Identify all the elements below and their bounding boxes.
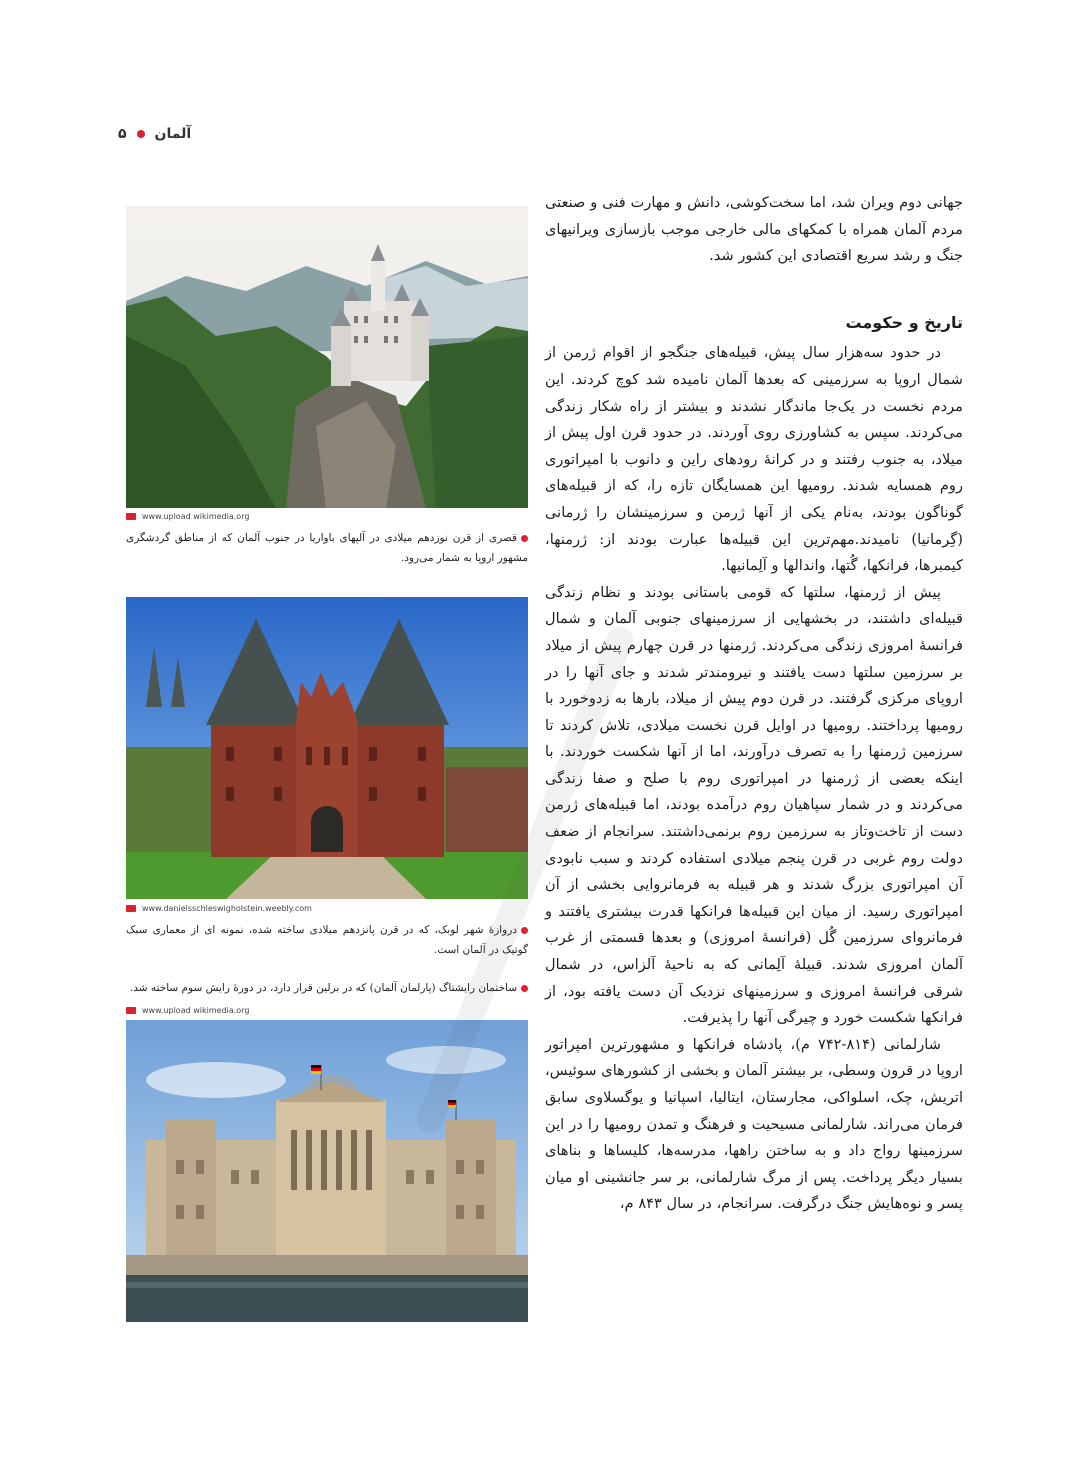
caption-bullet-icon: [521, 535, 528, 542]
paragraph-2: پیش از ژرمنها، سلتها که قومی باستانی بودند و نظام زندگی قبیله‌ای داشتند، در بخشهایی از سرزمینهای جنوبی آلمان و شمال فرانسهٔ امروزی زندگی می‌کردند. ژرمنها در قرن چهارم پیش از میلاد بر سرزمین سلتها دست یافتند و نیرومندتر شدند و جای آنها را در اروپای مرکزی گرفتند. در قرن دوم پیش از میلاد، بارها به زدوخورد با رومیها پرداختند. رومیها در اوایل قرن نخست میلادی، تلاش کردند تا سرزمین ژرمنها را به تصرف درآورند، اما از آنها شکست خوردند. با اینکه بعضی از ژرمنها در امپراتوری روم با صلح و صفا زندگی می‌کردند و در شمار سپاهیان روم درآمده بودند، اما قبیله‌های ژرمن دست از تاخت‌وتاز به سرزمین روم برنمی‌داشتند. سرانجام از ضعف دولت روم غربی در قرن پنجم میلادی استفاده کردند و سبب نابودی آن امپراتوری بزرگ شدند و هر قبیله به فرمانروایی بخشی از آن امپراتوری رسید. از میان این قبیله‌ها فرانکها قدرت بیشتری یافتند و فرمانروای سرزمین گُل (فرانسهٔ امروزی) و بعدها قسمتی از غرب آلمان امروزی شدند. قبیلهٔ آلِمانی که به ناحیهٔ آلزاس، در شمال شرقی فرانسهٔ امروزی و سرزمینهای نزدیک آن دست یافته بود، از فرانکها شکست خورد و چیرگی آنها را پذیرفت.: [545, 583, 963, 1027]
castle-photo: [126, 206, 528, 508]
camera-icon: [126, 513, 136, 520]
reichstag-photo: [126, 1020, 528, 1322]
source-url: www.danielsschleswigholstein.weebly.com: [142, 904, 312, 913]
photo-source-3: [126, 1006, 249, 1015]
photo-source-2: [126, 904, 312, 913]
photo-source-1: [126, 512, 249, 521]
photo-caption-3: [126, 978, 528, 998]
intro-paragraph: جهانی دوم ویران شد، اما سخت‌کوشی، دانش و مهارت فنی و صنعتی مردم آلمان همراه با کمکهای مالی خارجی موجب بازسازی ویرانیهای جنگ و رشد سریع اقتصادی این کشور شد.: [545, 194, 963, 265]
page-number: ۵: [118, 126, 127, 142]
main-text: [545, 190, 963, 1218]
caption-text: دروازهٔ شهر لوبک، که در قرن پانزدهم میلادی ساخته شده، نمونه ای از معماری سبک گوتیک در آلمان است.: [126, 924, 528, 956]
photo-caption-1: [126, 528, 528, 568]
chapter-title: آلمان: [154, 126, 192, 142]
page-header: [118, 126, 191, 142]
caption-text: ساختمان رایشتاگ (پارلمان آلمان) که در برلین قرار دارد، در دورهٔ رایش سوم ساخته شد.: [129, 982, 517, 994]
section-title: تاریخ و حکومت: [845, 312, 963, 332]
paragraph-1: در حدود سه‌هزار سال پیش، قبیله‌های جنگجو از اقوام ژرمن از شمال اروپا به سرزمینی که بعدها آلمان نامیده شد کوچ کردند. این مردم نخست در یک‌جا ماندگار نشدند و بیشتر از راه شکار زندگی می‌کردند. سپس به کشاورزی روی آوردند. در حدود قرن اول پیش از میلاد، به جنوب رفتند و در کرانهٔ رودهای راین و دانوب با امپراتوری روم همسایه شدند. رومیها این همسایگان تازه را، که از قبیله‌های گوناگون بودند، به‌نام یکی از آنها ژرمن و سرزمینشان را ژرمانی (گِرمانیا) نامیدند.مهم‌ترین این قبیله‌ها عبارت بودند از: ژرمنها، کیمبرها، فرانکها، گُتها، واندالها و آلِمانیها.: [545, 344, 963, 575]
paragraph-3: شارلمانی (۸۱۴-۷۴۲ م)، پادشاه فرانکها و مشهورترین امپراتور اروپا در قرون وسطی، بر بیشتر آلمان و بخشی از کشورهای سوئیس، اتریش، چک، اسلواکی، مجارستان، ایتالیا، اسپانیا و یوگسلاوی سابق فرمان می‌راند. شارلمانی مسیحیت و فرهنگ و تمدن رومیها را در این سرزمینها رواج داد و به ساختن راهها، مدرسه‌ها، کلیساها و بناهای بسیار دیگر پرداخت. پس از مرگ شارلمانی، بر سر جانشینی او میان پسر و نوه‌هایش جنگ درگرفت. سرانجام، در سال ۸۴۳ م،: [545, 1035, 963, 1213]
holstentor-photo: [126, 597, 528, 899]
source-url: www.upload wikimedia.org: [142, 1006, 250, 1015]
camera-icon: [126, 1007, 136, 1014]
source-url: www.upload wikimedia.org: [142, 512, 250, 521]
camera-icon: [126, 905, 136, 912]
caption-bullet-icon: [521, 927, 528, 934]
header-dot-icon: [137, 130, 145, 138]
photo-caption-2: [126, 920, 528, 960]
caption-text: قصری از قرن نوزدهم میلادی در آلپهای باواریا در جنوب آلمان که از مناطق گردشگری مشهور اروپا به شمار می‌رود.: [126, 532, 528, 564]
caption-bullet-icon: [521, 985, 528, 992]
